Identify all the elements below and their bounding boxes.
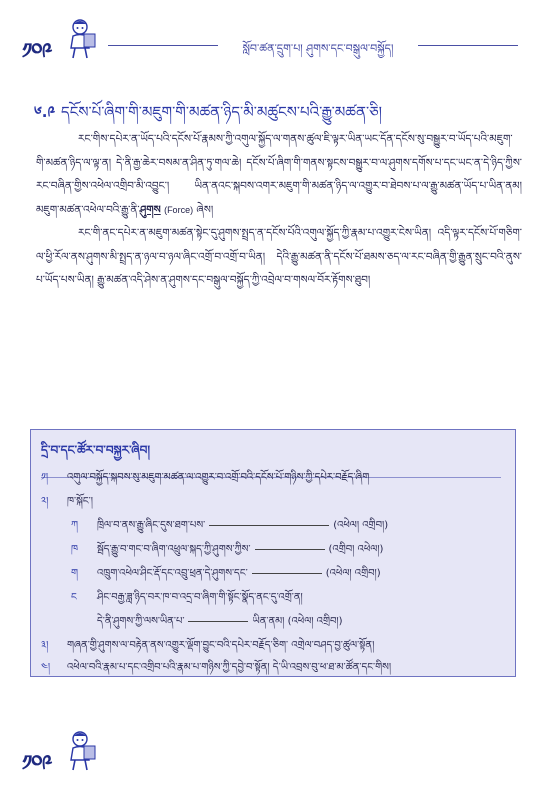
fill-blank[interactable] (188, 621, 248, 622)
exercise-item: ༣། གཞན་གྱི་ཤུགས་ལ་བརྟེན་ནས་འགྱུར་ལྡོག་བྱུང་བའི་དཔེར་བརྗོད་ཅིག་ འགྲེལ་བཤད་བྱ་ཚུལ་སྟོན། (41, 640, 375, 651)
page-header (0, 0, 535, 63)
exercise-item: ༡། འགུལ་བསྐྱོད་སྐབས་སུ་མཇུག་མཚན་ལ་འགྱུར་བ་འགྲོ་བའི་དངོས་པོ་གཉིས་ཀྱི་དཔེར་བརྗོད་ཞིག (41, 472, 370, 483)
key-term-latin: (Force) (164, 204, 194, 215)
fill-blank[interactable] (255, 549, 325, 550)
running-head: སློབ་ཚན་དྲུག་པ། ཤུགས་དང་བསྒུལ་བསྐྱོད། (242, 42, 394, 55)
exercise-item: ༤། འཕེལ་བའི་རྣམ་པ་དང་འགྲིབ་པའི་རྣམ་པ་གཉིས་ཀྱི་དབྱེ་བ་སྟོན། དེ་ཡི་འབྲས་བུ་ཕ་ཐ་མ་ཚོན་དང་གིས། (41, 662, 392, 673)
exercise-item: ཁ སྦོད་རྒྱུ་བ་གང་བ་ཞིག་འཕྲུལ་སྐད་ཀྱི་ཤུགས་ཀྱིས་ (འགྲིབ། འཕེལ།) (71, 544, 384, 555)
fill-blank[interactable] (252, 573, 322, 574)
page-number: ༡༠༩ (22, 38, 52, 63)
exercise-item: ༢། ཁ་སྐོང་། (41, 496, 93, 507)
body-paragraph-1: རང་གིས་དཔེར་ན་ཡོད་པའི་དངོས་པོ་རྣམས་ཀྱི་འགུལ་སྐྱོད་ལ་གནས་ཚུལ་ཇི་ལྟར་ཡིན་ཡང་དོན་དངོས་སུ་བསྒྱུར་བ་ཡོད་པའི་མཇུག་གི་མཚན་ཉིད་ལ་ལྟ་ན། དེ་ནི་རྒྱ་ཆེར་བསམ་ན་ཤིན་ཏུ་གལ་ཆེ། དངོས་པོ་ཞིག་གི་གནས་སྟངས་བསྒྱུར་བ་ལ་ཤུགས་དགོས་པ་དང་ཡང་ན་དེ་ཉིད་ཀྱིས་རང་བཞིན་གྱིས་འཕེལ་འགྲིབ་མི་འབྱུང་། ཡིན་ནའང་སྐབས་འགར་མཇུག་གི་མཚན་ཉིད་ལ་འགྱུར་བ་ཐེབས་པ་ལ་རྒྱུ་མཚན་ཡོད་པ་ཡིན་ནམ། མཇུག་མཚན་འཕེལ་བའི་རྒྱུ་ནི་ཤུགས (Force) ཞེས། (36, 133, 522, 216)
section-number: ༦.༩ (34, 103, 56, 121)
header-divider-left (108, 45, 218, 46)
student-mascot-icon (64, 18, 98, 60)
exercise-item: ཀ ཁྲིལ་བ་ནས་རྒྱུ་ཞིང་དུས་ཐག་པས་ (འཕེལ། འགྲིབ།) (71, 520, 389, 531)
fill-blank[interactable] (209, 525, 329, 526)
exercise-item: ག འཁྲུག་འཕེལ་ཤིང་རྡོ་དང་འབྲུ་ཕྲན་དེ་ཤུགས་དང་ (འཕེལ། འགྲིབ།) (71, 568, 381, 579)
key-term: ཤུགས (139, 203, 161, 216)
exercise-item: དེ་ནི་ཤུགས་ཀྱི་ལས་ཡིན་པ་ ཡིན་ནམ། (འཕེལ། འགྲིབ།) (97, 616, 343, 627)
exercise-item: ང ཤིང་བརྒྱ་ཟླ་ཉིད་བར་ཁ་བ་འདྲ་བ་ཞིག་གི་སྟོང་སྣོད་ནང་དུ་འགྲོ་ན། (71, 592, 303, 603)
section-heading: དངོས་པོ་ཞིག་གི་མཇུག་གི་མཚན་ཉིད་མི་མཚུངས་པའི་རྒྱུ་མཚན་ཅི། (61, 103, 382, 121)
page-number-footer: ༡༠༩ (22, 750, 52, 775)
header-divider-right (418, 45, 518, 46)
body-text (36, 128, 522, 293)
body-paragraph-2: རང་གི་ནང་དཔེར་ན་མཇུག་མཚན་སྟེང་དུ་ཤུགས་སྤྲད་ན་དངོས་པོའི་འགུལ་སྐྱོད་ཀྱི་རྣམ་པ་འགྱུར་ངེས་ཡིན། འདི་ལྟར་དངོས་པོ་གཅིག་ལ་ཕྱི་རོལ་ནས་ཤུགས་མི་སྤྲད་ན་ཉལ་བ་ཉལ་ཞིང་འགྲོ་བ་འགྲོ་བ་ཡིན། དེའི་རྒྱུ་མཚན་ནི་དངོས་པོ་ཐམས་ཅད་ལ་རང་བཞིན་གྱི་རྒྱུན་སྲུང་བའི་ནུས་པ་ཡོད་པས་ཡིན། རྒྱུ་མཚན་འདི་ཤེས་ན་ཤུགས་དང་བསྒུལ་བསྐྱོད་ཀྱི་འབྲེལ་བ་གསལ་བོར་རྟོགས་ཐུབ། (36, 227, 522, 286)
exercise-box (30, 429, 516, 677)
student-mascot-icon (64, 730, 98, 772)
exercise-heading: དྲི་བ་དང་ཚོར་བ་བསྐྱར་ཞིབ། (41, 437, 501, 478)
